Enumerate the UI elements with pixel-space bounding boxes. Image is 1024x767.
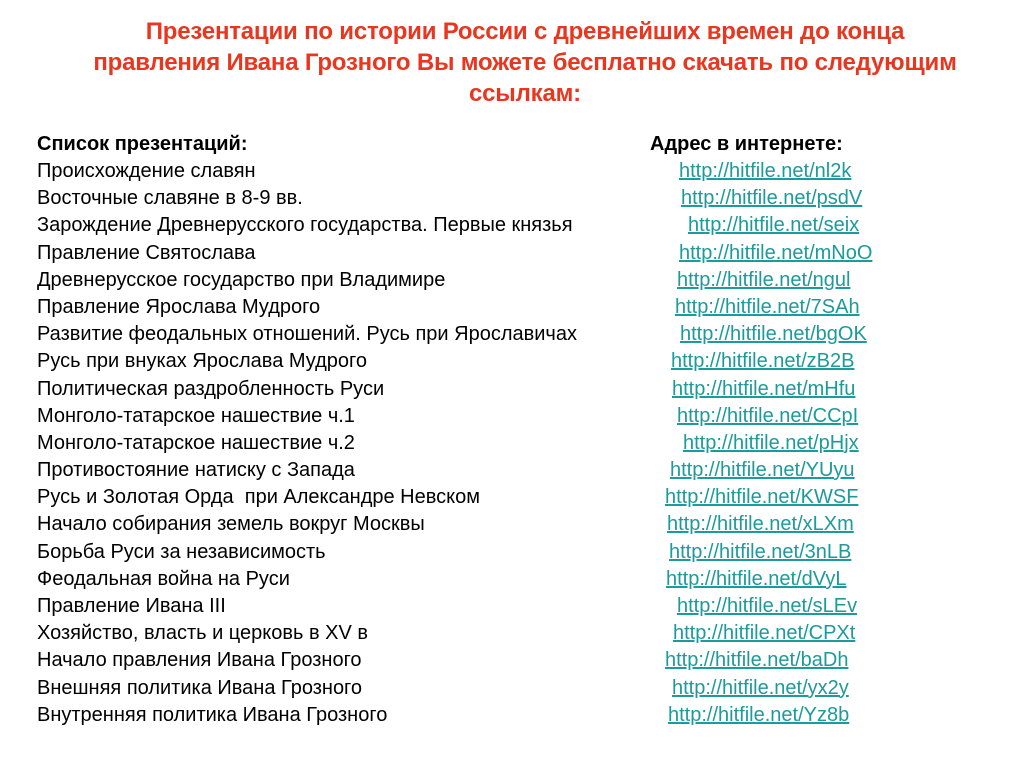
list-item	[0, 458, 1024, 485]
download-link[interactable]: http://hitfile.net/CPXt	[673, 622, 856, 645]
download-link[interactable]: http://hitfile.net/baDh	[665, 649, 849, 672]
list-item	[0, 186, 1024, 213]
presentation-name: Правление Святослава	[37, 241, 256, 264]
presentation-name: Русь при внуках Ярослава Мудрого	[37, 350, 367, 373]
download-link[interactable]: http://hitfile.net/7SAh	[675, 295, 860, 318]
download-link[interactable]: http://hitfile.net/dVyL	[666, 567, 847, 590]
presentation-name: Феодальная война на Руси	[37, 567, 290, 590]
list-item	[0, 594, 1024, 621]
presentation-name: Монголо-татарское нашествие ч.1	[37, 404, 355, 427]
download-link[interactable]: http://hitfile.net/Yz8b	[668, 703, 850, 726]
list-item	[0, 213, 1024, 240]
list-item	[0, 241, 1024, 268]
presentation-name: Борьба Руси за независимость	[37, 540, 326, 563]
download-link[interactable]: http://hitfile.net/sLEv	[677, 595, 858, 617]
download-link[interactable]: http://hitfile.net/bgOK	[680, 323, 867, 346]
list-item	[0, 431, 1024, 458]
presentation-name: Древнерусское государство при Владимире	[37, 268, 446, 291]
list-column-header: Список презентаций:	[37, 133, 248, 155]
list-item	[0, 621, 1024, 648]
presentation-name: Развитие феодальных отношений. Русь при Ярославичах	[37, 323, 577, 346]
presentation-list	[0, 159, 1024, 730]
list-item	[0, 703, 1024, 730]
download-link[interactable]: http://hitfile.net/3nLB	[669, 540, 852, 563]
presentation-name: Восточные славяне в 8-9 вв.	[37, 187, 303, 210]
download-link[interactable]: http://hitfile.net/nl2k	[679, 160, 852, 182]
presentation-name: Зарождение Древнерусского государства. Первые князья	[37, 214, 573, 237]
address-column-header: Адрес в интернете:	[650, 133, 843, 155]
list-item	[0, 268, 1024, 295]
presentation-name: Правление Ивана III	[37, 595, 226, 617]
presentation-name: Монголо-татарское нашествие ч.2	[37, 431, 355, 454]
presentation-name: Происхождение славян	[37, 160, 256, 182]
download-link[interactable]: http://hitfile.net/xLXm	[667, 513, 854, 536]
download-link[interactable]: http://hitfile.net/psdV	[681, 187, 863, 210]
presentation-name: Начало правления Ивана Грозного	[37, 649, 362, 672]
list-item	[0, 295, 1024, 322]
presentation-name: Хозяйство, власть и церковь в XV в	[37, 622, 369, 645]
presentation-name: Начало собирания земель вокруг Москвы	[37, 513, 425, 536]
list-item	[0, 404, 1024, 431]
download-link[interactable]: http://hitfile.net/mHfu	[672, 377, 856, 400]
download-link[interactable]: http://hitfile.net/YUyu	[670, 459, 855, 482]
presentation-name: Противостояние натиску с Запада	[37, 459, 355, 482]
download-link[interactable]: http://hitfile.net/KWSF	[665, 486, 859, 509]
list-item	[0, 377, 1024, 404]
download-link[interactable]: http://hitfile.net/mNoO	[679, 241, 873, 264]
download-link[interactable]: http://hitfile.net/yx2y	[672, 676, 849, 699]
download-link[interactable]: http://hitfile.net/ngul	[677, 268, 851, 291]
page-title: Презентации по истории России с древнейших времен до конца правления Ивана Грозного Вы можете бесплатно скачать по следующим ссылкам:	[93, 18, 957, 107]
download-link[interactable]: http://hitfile.net/seix	[688, 214, 860, 237]
list-item	[0, 322, 1024, 349]
presentation-name: Политическая раздробленность Руси	[37, 377, 385, 400]
list-item	[0, 349, 1024, 376]
presentation-name: Правление Ярослава Мудрого	[37, 295, 321, 318]
download-link[interactable]: http://hitfile.net/zB2B	[671, 350, 855, 373]
presentation-name: Внутренняя политика Ивана Грозного	[37, 703, 388, 726]
list-item	[0, 485, 1024, 512]
download-link[interactable]: http://hitfile.net/CCpI	[677, 404, 859, 427]
presentation-name: Внешняя политика Ивана Грозного	[37, 676, 363, 699]
list-item	[0, 512, 1024, 539]
list-item	[0, 567, 1024, 594]
list-item	[0, 676, 1024, 703]
list-item	[0, 540, 1024, 567]
download-link[interactable]: http://hitfile.net/pHjx	[683, 431, 859, 454]
presentation-name: Русь и Золотая Орда при Александре Невском	[37, 486, 480, 509]
list-item	[0, 159, 1024, 186]
list-item	[0, 648, 1024, 675]
list-header	[37, 133, 877, 159]
